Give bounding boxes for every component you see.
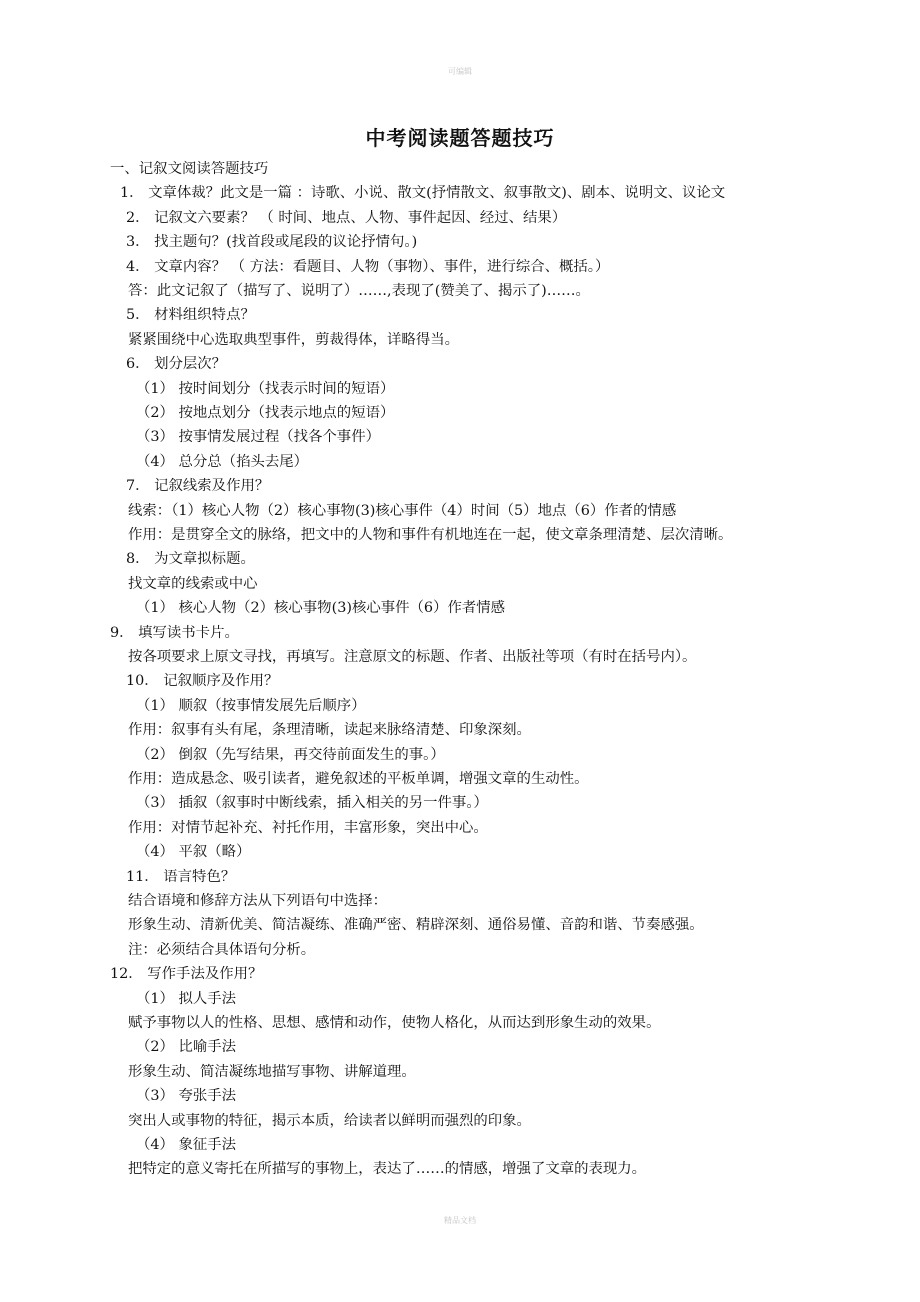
text-line: 9． 填写读书卡片。	[110, 624, 239, 641]
text-line: 4． 文章内容？ （ 方法：看题目、人物（事物）、事件，进行综合、概括。）	[126, 258, 610, 275]
text-line: 作用：造成悬念、吸引读者，避免叙述的平板单调，增强文章的生动性。	[128, 771, 589, 787]
text-line: （1） 核心人物（2）核心事物(3)核心事件（6）作者情感	[136, 600, 506, 617]
text-line: 11． 语言特色？	[126, 868, 236, 885]
text-line: 作用：是贯穿全文的脉络，把文中的人物和事件有机地连在一起，使文章条理清楚、层次清晰。	[128, 527, 733, 543]
text-line: 6． 划分层次？	[126, 356, 227, 373]
text-line: 紧紧围绕中心选取典型事件，剪裁得体，详略得当。	[128, 331, 459, 348]
section-heading: 一、记叙文阅读答题技巧	[110, 161, 269, 177]
text-line: 5． 材料组织特点？	[126, 307, 255, 324]
page-title: 中考阅读题答题技巧	[365, 126, 555, 150]
text-line: （2） 比喻手法	[136, 1039, 237, 1056]
text-line: （1） 顺叙（按事情发展先后顺序）	[136, 697, 366, 714]
text-line: 突出人或事物的特征，揭示本质，给读者以鲜明而强烈的印象。	[128, 1112, 531, 1129]
text-line: （2） 按地点划分（找表示地点的短语）	[136, 405, 395, 421]
text-line: 作用：叙事有头有尾，条理清晰，读起来脉络清楚、印象深刻。	[128, 722, 531, 739]
text-line: 2． 记叙文六要素？ （ 时间、地点、人物、事件起因、经过、结果）	[126, 209, 567, 226]
text-line: （2） 倒叙（先写结果，再交待前面发生的事。）	[136, 746, 445, 763]
text-line: 3． 找主题句？(找首段或尾段的议论抒情句。)	[126, 234, 418, 251]
text-line: （4） 象征手法	[136, 1137, 237, 1153]
text-line: 10． 记叙顺序及作用？	[126, 673, 279, 690]
text-line: 结合语境和修辞方法从下列语句中选择：	[128, 893, 388, 909]
text-line: （4） 平叙（略）	[136, 844, 251, 861]
text-line: 按各项要求上原文寻找，再填写。注意原文的标题、作者、出版社等项（有时在括号内）。	[128, 649, 697, 665]
text-line: 注：必须结合具体语句分析。	[128, 941, 316, 958]
text-line: 形象生动、简洁凝练地描写事物、讲解道理。	[128, 1063, 416, 1080]
text-line: 把特定的意义寄托在所描写的事物上，表达了……的情感，增强了文章的表现力。	[128, 1161, 647, 1178]
text-line: 12． 写作手法及作用？	[110, 966, 263, 983]
text-line: （3） 夸张手法	[136, 1088, 237, 1105]
text-line: 形象生动、清新优美、简洁凝练、准确严密、精辟深刻、通俗易懂、音韵和谐、节奏感强。	[128, 917, 704, 934]
text-line: 7． 记叙线索及作用？	[126, 478, 270, 495]
text-line: 答：此文记叙了（描写了、说明了）……,表现了(赞美了、揭示了)……。	[128, 283, 590, 299]
text-line: （1） 按时间划分（找表示时间的短语）	[136, 380, 395, 397]
text-line: 1． 文章体裁？此文是一篇 ：诗歌、小说、散文(抒情散文、叙事散文)、剧本、说明文、议论文	[120, 185, 726, 202]
text-line: （3） 插叙（叙事时中断线索，插入相关的另一件事。）	[136, 795, 488, 812]
page-header-watermark: 可编辑	[448, 67, 472, 76]
text-line: （3） 按事情发展过程（找各个事件）	[136, 429, 380, 446]
text-line: 作用：对情节起补充、衬托作用，丰富形象，突出中心。	[128, 819, 488, 836]
text-line: （1） 拟人手法	[136, 990, 237, 1007]
text-line: （4） 总分总（掐头去尾）	[136, 453, 309, 470]
text-line: 找文章的线索或中心	[128, 575, 258, 592]
text-line: 线索：（1）核心人物（2）核心事物(3)核心事件（4）时间（5）地点（6）作者的情感	[128, 502, 677, 519]
text-line: 赋予事物以人的性格、思想、感情和动作，使物人格化，从而达到形象生动的效果。	[128, 1015, 661, 1031]
text-line: 8． 为文章拟标题。	[126, 551, 255, 568]
page-footer-watermark: 精品文档	[444, 1216, 476, 1225]
